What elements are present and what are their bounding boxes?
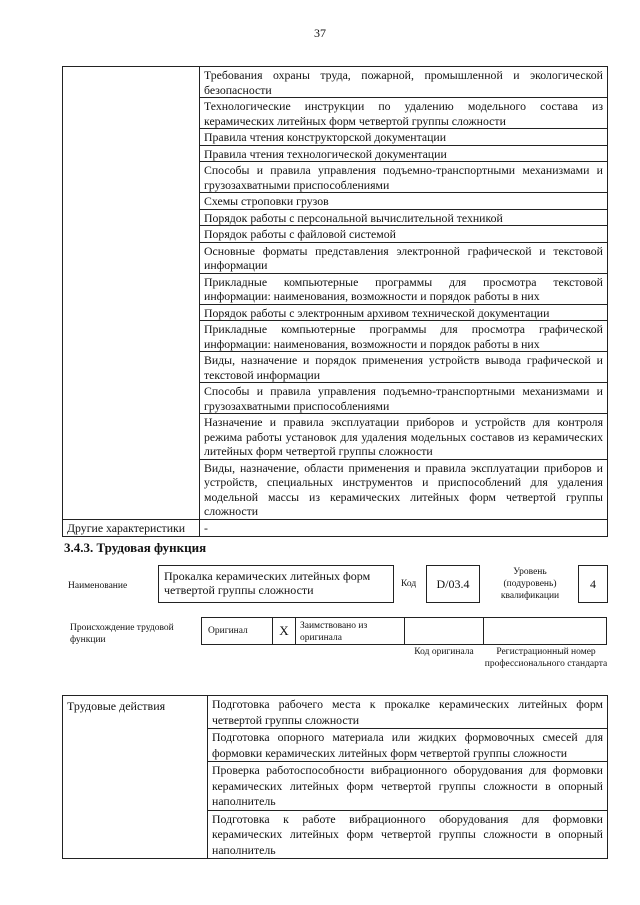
requirement-item: Способы и правила управления подъемно-транспортными механизмами и грузозахватными приспособлениями [200, 162, 608, 193]
code-original-label: Код оригинала [414, 647, 474, 657]
requirement-item: Технологические инструкции по удалению модельного состава из керамических литейных форм четвертой группы сложности [200, 98, 608, 129]
requirement-item: Прикладные компьютерные программы для просмотра текстовой информации: наименования, возможности и порядок работы в них [200, 273, 608, 304]
labor-action-item: Подготовка рабочего места к прокалке керамических литейных форм четвертой группы сложности [208, 696, 608, 729]
requirement-item: Порядок работы с файловой системой [200, 226, 608, 243]
original-code-cell [404, 617, 484, 645]
requirement-item: Основные форматы представления электронной графической и текстовой информации [200, 242, 608, 273]
page-number: 37 [314, 26, 326, 40]
borrowed-cell: Заимствовано из оригинала [295, 617, 405, 645]
labor-action-item: Подготовка опорного материала или жидких формовочных смесей для формовки керамических литейных форм четвертой группы сложности [208, 729, 608, 762]
level-label: Уровень (подуровень) квалификации [500, 567, 560, 601]
requirement-item: Прикладные компьютерные программы для просмотра графической информации: наименования, возможности и порядок работы в них [200, 321, 608, 352]
requirement-item: Порядок работы с электронным архивом технической документации [200, 304, 608, 321]
other-characteristics-label: Другие характеристики [63, 519, 200, 537]
requirements-label-cell [63, 67, 200, 520]
requirement-item: Правила чтения технологической документации [200, 145, 608, 162]
labor-actions-label: Трудовые действия [63, 696, 208, 859]
labor-action-row [63, 696, 608, 729]
requirement-row [63, 67, 608, 98]
requirement-item: Виды, назначение и порядок применения устройств вывода графической и текстовой информации [200, 352, 608, 383]
labor-actions-table [62, 695, 608, 859]
registration-number-cell [483, 617, 607, 645]
other-characteristics-value: - [200, 519, 608, 537]
origin-label: Происхождение трудовой функции [70, 623, 174, 645]
original-cell: Оригинал [201, 617, 273, 645]
origin-row [202, 617, 608, 645]
requirement-item: Назначение и правила эксплуатации приборов и устройств для контроля режима работы установок для удаления модельных составов из керамических литейных форм четвертой группы сложности [200, 414, 608, 460]
requirement-item: Требования охраны труда, пожарной, промышленной и экологической безопасности [200, 67, 608, 98]
registration-number-label: Регистрационный номер профессионального стандарта [484, 647, 608, 669]
name-label: Наименование [68, 581, 128, 591]
qualification-level-box: 4 [578, 565, 608, 603]
function-name-box: Прокалка керамических литейных форм четвертой группы сложности [158, 565, 394, 603]
labor-action-item: Проверка работоспособности вибрационного оборудования для формовки керамических литейных форм четвертой группы сложности в опорный наполнитель [208, 762, 608, 811]
requirement-item: Виды, назначение, области применения и правила эксплуатации приборов и устройств, специальных инструментов и приспособлений для удаления модельной массы из керамических литейных форм четвертой группы сложности [200, 459, 608, 519]
requirements-table [62, 66, 608, 537]
requirement-item: Правила чтения конструкторской документации [200, 129, 608, 146]
code-label: Код [401, 579, 417, 589]
requirement-item: Порядок работы с персональной вычислительной техникой [200, 209, 608, 226]
original-mark: X [272, 617, 296, 645]
function-code-box: D/03.4 [426, 565, 480, 603]
requirement-item: Схемы строповки грузов [200, 193, 608, 210]
section-heading: 3.4.3. Трудовая функция [64, 540, 207, 555]
requirement-item: Способы и правила управления подъемно-транспортными механизмами и грузозахватными приспособлениями [200, 383, 608, 414]
labor-action-item: Подготовка к работе вибрационного оборудования для формовки керамических литейных форм четвертой группы сложности в опорный наполнитель [208, 810, 608, 859]
other-characteristics-row [63, 519, 608, 537]
